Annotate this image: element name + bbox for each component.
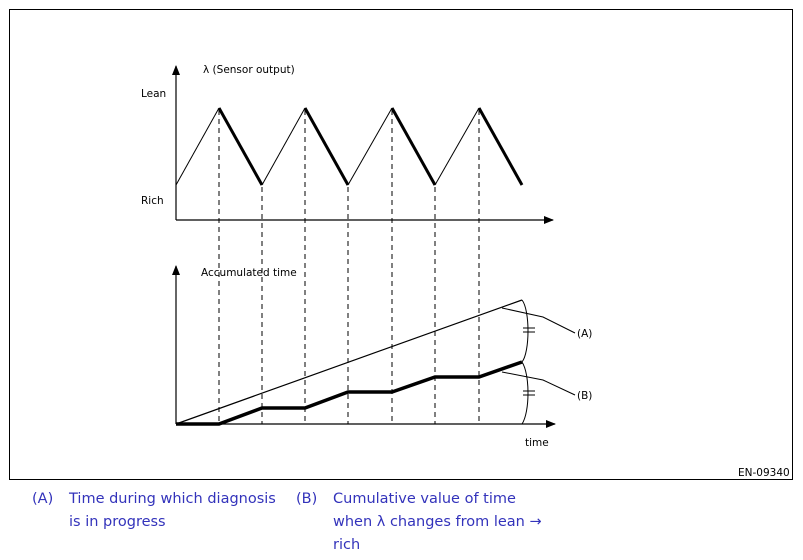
rich-level-label: Rich <box>141 195 164 207</box>
legend-text-b: Cumulative value of time when λ changes from lean → rich <box>333 491 542 553</box>
equal-sign-a <box>523 328 535 332</box>
callout-b-label: (B) <box>577 390 593 402</box>
time-axis-label: time <box>525 437 549 449</box>
bracket-b <box>522 362 528 424</box>
callout-a-label: (A) <box>577 328 593 340</box>
legend-text-a: Time during which diagnosis is in progress <box>69 491 276 530</box>
callout-leader-b <box>502 372 575 395</box>
callout-leader-a <box>502 308 575 333</box>
sensor-output-wave <box>176 108 522 185</box>
bottom-y-axis-label: Accumulated time <box>201 267 297 279</box>
line-b-lean-to-rich-time <box>176 362 522 424</box>
legend-key-a: (A) <box>32 491 54 507</box>
legend-key-b: (B) <box>296 491 318 507</box>
bracket-a <box>522 300 528 362</box>
top-y-axis-label: λ (Sensor output) <box>203 64 295 76</box>
equal-sign-b <box>523 391 535 395</box>
line-a-diagnosis-time <box>176 300 522 424</box>
lean-level-label: Lean <box>141 88 167 100</box>
figure-code: EN-09340 <box>738 467 790 479</box>
